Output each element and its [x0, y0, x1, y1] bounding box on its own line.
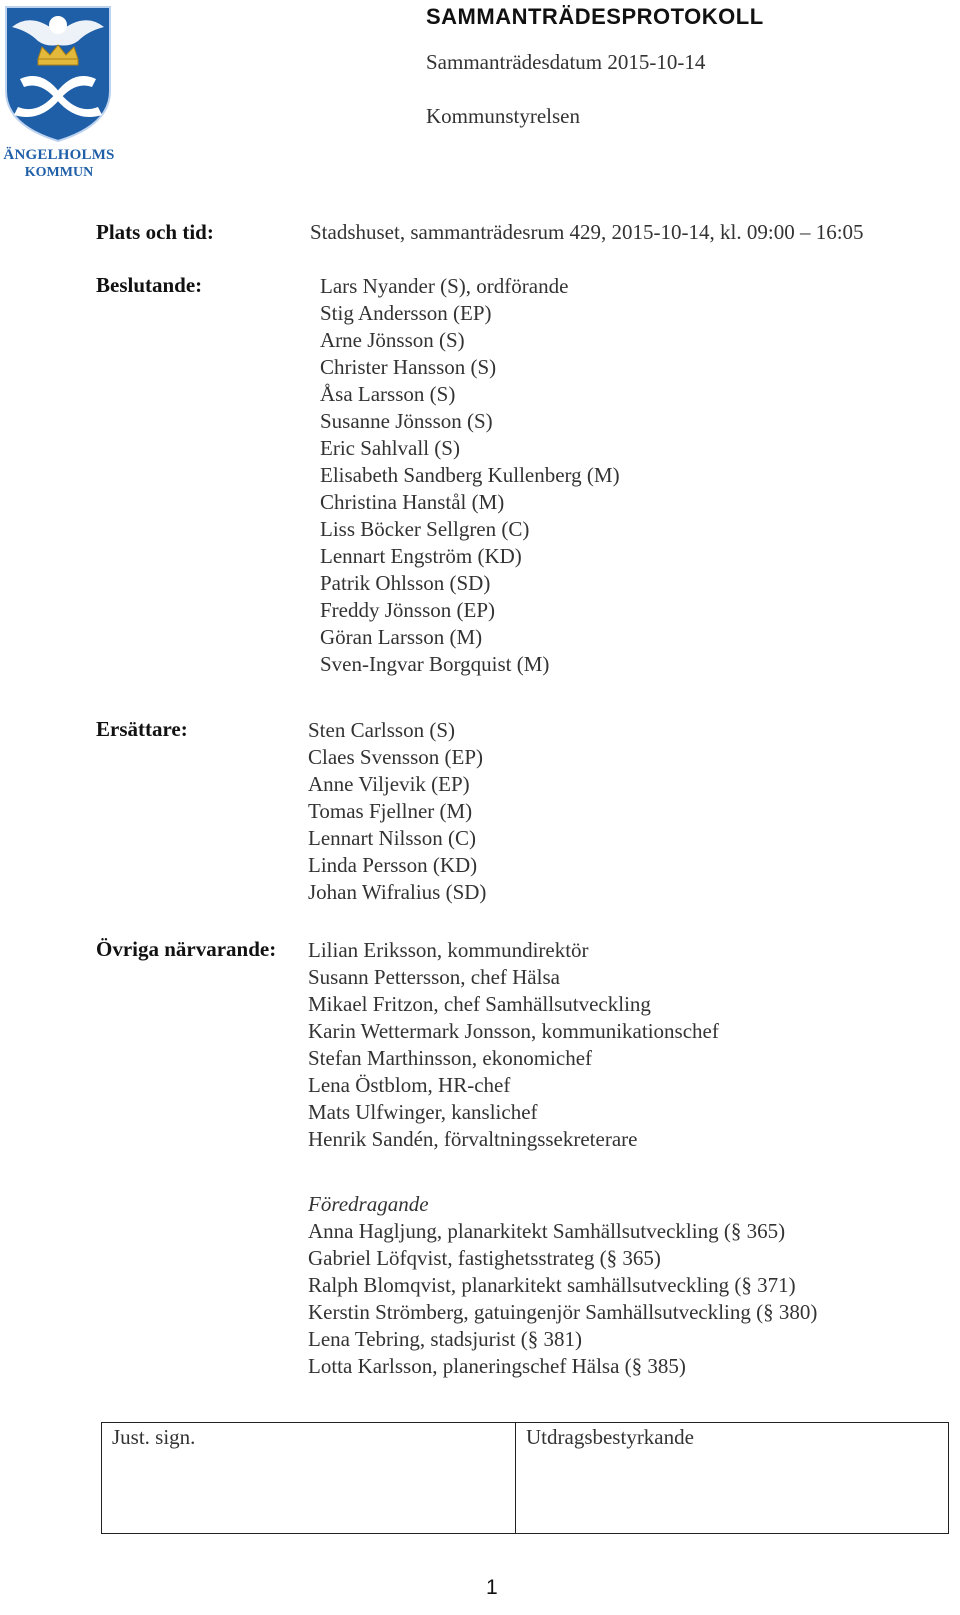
decision-maker: Eric Sahlvall (S) [320, 436, 460, 460]
decision-maker: Freddy Jönsson (EP) [320, 598, 496, 622]
logo-wordmark [0, 147, 118, 181]
attendee: Stefan Marthinsson, ekonomichef [308, 1046, 593, 1070]
attendee: Susann Pettersson, chef Hälsa [308, 965, 560, 989]
presenter: Kerstin Strömberg, gatuingenjör Samhällsutveckling (§ 380) [308, 1300, 818, 1324]
attendee: Lena Östblom, HR-chef [308, 1073, 511, 1097]
presenters-heading: Föredragande [308, 1192, 429, 1216]
meeting-date: Sammanträdesdatum 2015-10-14 [426, 50, 706, 74]
attendee: Mats Ulfwinger, kanslichef [308, 1100, 538, 1124]
place-time-label: Plats och tid: [96, 220, 214, 244]
extract-certification-cell [516, 1423, 948, 1533]
substitute: Tomas Fjellner (M) [308, 799, 473, 823]
presenter: Ralph Blomqvist, planarkitekt samhällsutveckling (§ 371) [308, 1273, 796, 1297]
presenter: Lena Tebring, stadsjurist (§ 381) [308, 1327, 583, 1351]
substitutes-list [308, 717, 486, 906]
decision-maker: Arne Jönsson (S) [320, 328, 465, 352]
decision-makers-list [320, 273, 620, 678]
adjusting-signature-label: Just. sign. [112, 1425, 196, 1449]
decision-maker: Åsa Larsson (S) [320, 382, 456, 406]
substitute: Linda Persson (KD) [308, 853, 478, 877]
substitute: Johan Wifralius (SD) [308, 880, 487, 904]
decision-maker: Liss Böcker Sellgren (C) [320, 517, 530, 541]
coat-of-arms-icon [2, 3, 114, 143]
decision-maker: Susanne Jönsson (S) [320, 409, 493, 433]
decision-maker: Christina Hanstål (M) [320, 490, 505, 514]
logo-text-line1: ÄNGELHOLMS [3, 147, 115, 163]
decision-maker: Elisabeth Sandberg Kullenberg (M) [320, 463, 620, 487]
others-present-list [308, 937, 719, 1153]
substitutes-label: Ersättare: [96, 717, 188, 741]
committee-name: Kommunstyrelsen [426, 104, 580, 128]
page-number: 1 [486, 1576, 498, 1599]
adjusting-signature-cell [102, 1423, 516, 1533]
attendee: Lilian Eriksson, kommundirektör [308, 938, 589, 962]
substitute: Sten Carlsson (S) [308, 718, 455, 742]
others-present-label: Övriga närvarande: [96, 937, 277, 961]
decision-maker: Lars Nyander (S), ordförande [320, 274, 569, 298]
decision-maker: Sven-Ingvar Borgquist (M) [320, 652, 550, 676]
place-time-value: Stadshuset, sammanträdesrum 429, 2015-10-14, kl. 09:00 – 16:05 [310, 220, 864, 244]
municipality-logo [0, 3, 118, 183]
decision-maker: Christer Hansson (S) [320, 355, 497, 379]
presenter: Lotta Karlsson, planeringschef Hälsa (§ 385) [308, 1354, 686, 1378]
attendee: Henrik Sandén, förvaltningssekreterare [308, 1127, 638, 1151]
substitute: Anne Viljevik (EP) [308, 772, 470, 796]
logo-text-line2: KOMMUN [24, 165, 94, 180]
decision-maker: Göran Larsson (M) [320, 625, 483, 649]
document-title: SAMMANTRÄDESPROTOKOLL [426, 4, 764, 29]
substitute: Claes Svensson (EP) [308, 745, 483, 769]
decision-maker: Stig Andersson (EP) [320, 301, 492, 325]
attendee: Karin Wettermark Jonsson, kommunikationschef [308, 1019, 719, 1043]
substitute: Lennart Nilsson (C) [308, 826, 476, 850]
decision-maker: Lennart Engström (KD) [320, 544, 522, 568]
attendee: Mikael Fritzon, chef Samhällsutveckling [308, 992, 651, 1016]
decision-maker: Patrik Ohlsson (SD) [320, 571, 491, 595]
presenter: Anna Hagljung, planarkitekt Samhällsutveckling (§ 365) [308, 1219, 786, 1243]
presenter: Gabriel Löfqvist, fastighetsstrateg (§ 365) [308, 1246, 661, 1270]
presenters-list [308, 1191, 817, 1380]
signature-box [101, 1422, 949, 1534]
extract-certification-label: Utdragsbestyrkande [526, 1425, 694, 1449]
decision-makers-label: Beslutande: [96, 273, 203, 297]
